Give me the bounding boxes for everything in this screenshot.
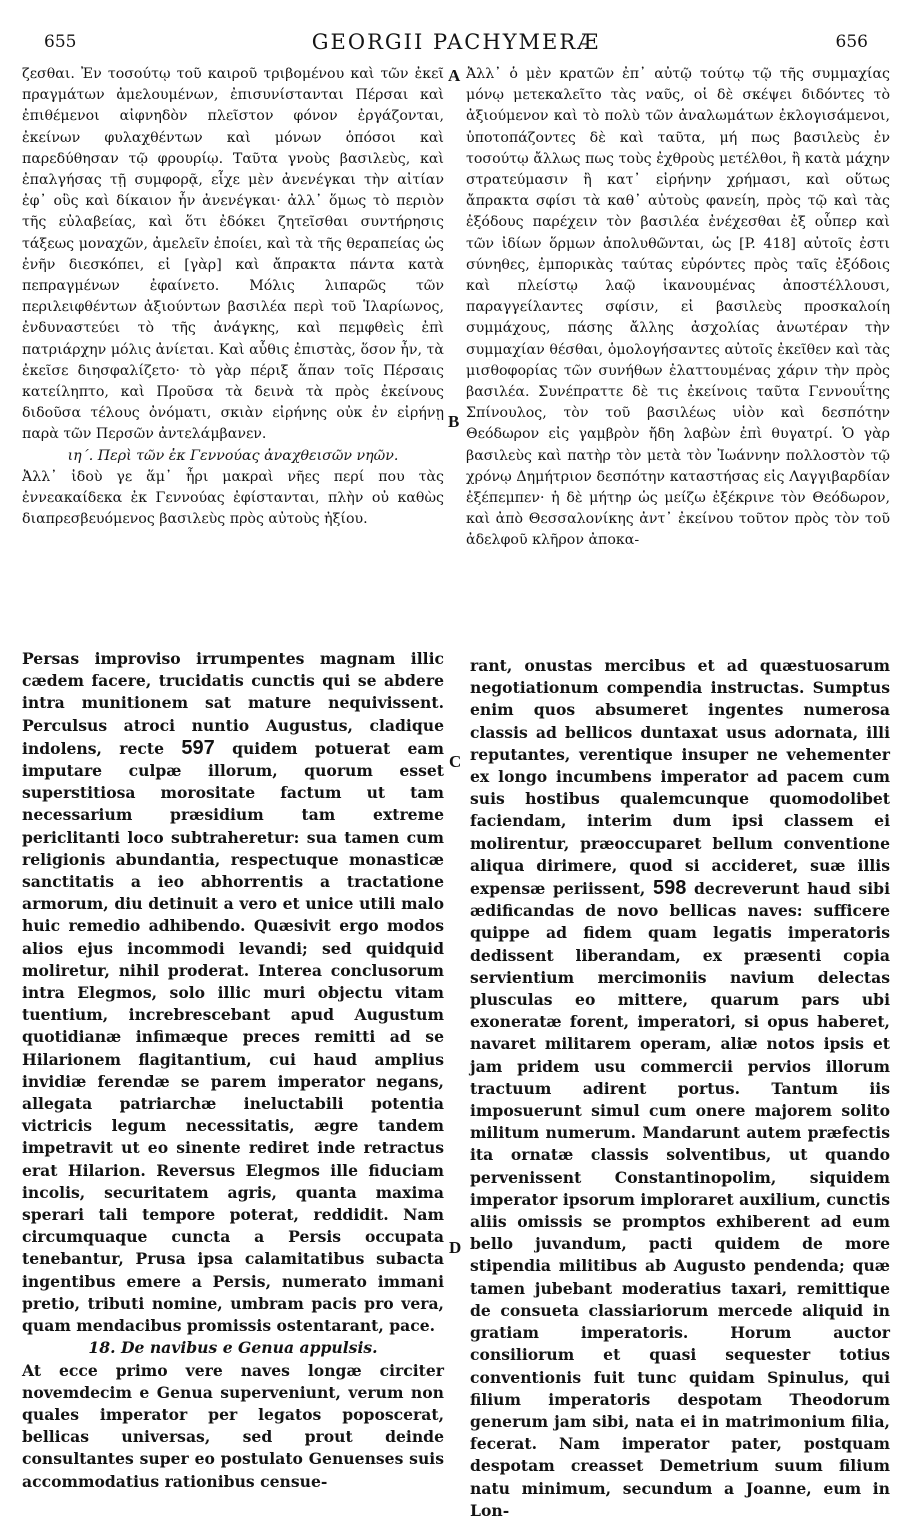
latin-column-right: [470, 655, 890, 1522]
greek-chapter-heading: ιη΄. Περὶ τῶν ἐκ Γεννούας ἀναχθεισῶν νηῶν.: [67, 447, 399, 464]
greek-paragraph: Ἀλλ᾽ ὁ μὲν κρατῶν ἐπ᾽ αὐτῷ τούτῳ τῷ τῆς συμμαχίας μόνῳ μετεκαλεῖτο τὰς ναῦς, οἱ δὲ σκέψει διδόντες τὸ ἀξιούμενον καὶ τὸ πολὺ τῶν ἀναλωμάτων ἐκλογισάμενοι, ὑποτοπάζοντες δὲ καὶ ταῦτα, μή πως βασιλεὺς ἐν τοσούτῳ ἄλλως πως τοὺς ἐχθροὺς μετέλθοι, ἢ κατὰ μάχην στρατεύμασιν ἢ κατ᾽ εἰρήνην χρήμασι, καὶ οὕτως ἄπρακτα σφίσι τὰ καθ᾽ αὐτοὺς φανείη, πρὸς τῷ καὶ τὰς ἐξόδους παρέχειν τὸν βασιλέα ἐνέχεσθαι ἐξ οὗπερ καὶ τῶν ἰδίων ὅρμων ἀπολυθῶνται, ὡς [P. 418] αὐτοῖς ἐστι σύνηθες, ἐμπορικὰς ταύτας εὑρόντες πρὸς ταῖς ἐξόδοις καὶ πλείστῳ λαῷ ἱκανουμένας ἀποστέλλουσι, παραγγείλαντες σφίσιν, εἰ βασιλεὺς προσκαλοίη συμμάχους, πάσης ἄλλης ἀσχολίας ἀνωτέραν τὴν συμμαχίαν θέσθαι, ὁμολογήσαντες αὐτοῖς ἐκεῖθεν καὶ τὰς μισθοφορίας τῶν συνήθων ἐλαττουμένας χάριν τὴν πρὸς βασιλέα. Συνέπραττε δὲ τις ἐκείνοις ταῦτα Γεννουΐτης Σπίνουλος, τὸν τοῦ βασιλέως υἱὸν καὶ δεσπότην Θεόδωρον εἰς γαμβρὸν ἤδη λαβὼν ἐπὶ θυγατρί. Ὁ γὰρ βασιλεὺς καὶ πατὴρ τὸν μετὰ τὸν Ἰωάννην πολλοστὸν τῷ χρόνῳ Δημήτριον δεσπότην καταστήσας εἰς Λαγγιβαρδίαν ἐξέπεμπεν· ἡ δὲ μήτηρ ὡς μείζω ἐξέκρινε τὸν Θεόδωρον, καὶ ἀπὸ Θεσσαλονίκης ἀντ᾽ ἐκείνου τοῦτον πρὸς τὸν τοῦ ἀδελφοῦ κλῆρον ἀποκα-: [466, 66, 890, 549]
marginal-page-number: 598: [652, 877, 687, 900]
latin-column-left: [22, 648, 444, 1493]
greek-column-left: [22, 64, 444, 530]
page-number-left: 655: [44, 32, 77, 52]
page-header: [22, 12, 890, 54]
marginal-page-number: 597: [181, 736, 215, 759]
margin-letter-a: A: [448, 66, 461, 85]
running-title: GEORGII PACHYMERÆ: [311, 30, 601, 54]
greek-paragraph: Ἀλλ᾽ ἰδοὺ γε ἅμ᾽ ἦρι μακραὶ νῆες περί που τὰς ἐννεακαίδεκα ἐκ Γεννούας ἐφίστανται, πλὴν οὐ καθὼς διαπρεσβευόμενος βασιλεὺς πρὸς αὐτοὺς ἠξίου.: [22, 468, 444, 528]
latin-text: Persas improviso irrumpentes magnam illic cædem facere, trucidatis cunctis qui se abdere intra munitionem sat mature nequivissent. Perculsus atroci nuntio Augustus, cladique indolens, recte: [22, 649, 444, 758]
latin-paragraph: [22, 648, 444, 1337]
latin-paragraph: [470, 655, 890, 1522]
margin-letter-d: D: [449, 1238, 462, 1257]
latin-text: rant, onustas mercibus et ad quæstuosarum negotiationum compendia instructas. Sumptus enim quos absumeret ingentes numerosa classis ad bellicos duntaxat usus adornata, illi reputantes, verentique insuper ne vehementer ex longo incumbens imperator ad pacem cum suis hostibus qualemcunque quomodolibet faciendam, interim dum ipsi classem ei molirentur, præoccuparet bellum conventione aliqua dirimere, quod si accideret, suæ illis expensæ periissent,: [470, 656, 890, 899]
latin-paragraph: At ecce primo vere naves longæ circiter novemdecim e Genua superveniunt, verum non quales imperator per legatos poposcerat, bellicas universas, sed prout deinde consultantes super eo postulato Genuenses suis accommodatius rationibus censue-: [22, 1360, 444, 1491]
page-number-right: 656: [835, 32, 868, 52]
margin-letter-c: C: [449, 752, 462, 771]
latin-chapter-heading: 18. De navibus e Genua appulsis.: [88, 1338, 378, 1358]
latin-text: quidem potuerat eam imputare culpæ illorum, quorum esset superstitiosa morositate factum ut tam necessarium præsidium tam extreme periclitanti loco subtraheretur: sua tamen cum religionis abundantia, respectuque monasticæ sanctitatis a ieo abhorrentis a tractatione armorum, diu detinuit a vero et unice utili malo huic remedio adhibendo. Quæsivit ergo modos alios ejus incommodi levandi; sed quidquid moliretur, nihil proderat. Interea conclusorum intra Elegmos, solo illic muri objectu vitam tuentium, increbrescebant apud Augustum quotidianæ infimæque preces remitti ad se Hilarionem flagitantium, cui haud amplius invidiæ ferendæ se parem imperator negans, allegata patriarchæ ineluctabili potentia victricis legum necessitatis, ægre tandem impetravit ut eo sinente rediret inde retractus erat Hilarion. Reversus Elegmos ille fiduciam incolis, securitatem agris, quanta maxima sperari tali tempore poterat, reddidit. Nam circumquaque cuncta a Persis occupata tenebantur, Prusa ipsa calamitatibus subacta ingentibus emere a Persis, numerato immani pretio, tributi nomine, umbram pacis pro vera, quam mendacibus promissis ostentarant, pace.: [22, 738, 444, 1336]
greek-column-right: [466, 64, 890, 552]
margin-letter-b: B: [448, 412, 460, 431]
greek-paragraph: ζεσθαι. Ἐν τοσούτῳ τοῦ καιροῦ τριβομένου καὶ τῶν ἐκεῖ πραγμάτων ἀμελουμένων, ἐπισυνίστανται Πέρσαι καὶ ἐπιθέμενοι αἰφνηδὸν πλεῖστον φόνον ἐργάζονται, ἐκείνων φυλαχθέντων καὶ μόνων ὁπόσοι καὶ παρεδύθησαν τῷ φρουρίῳ. Ταῦτα γνοὺς βασιλεὺς, καὶ ἐπαλγήσας τῇ συμφορᾷ, εἶχε μὲν ἀνενέγκαι τὴν αἰτίαν ἐφ᾽ οὓς καὶ δίκαιον ἦν ἀνενέγκαι· ἀλλ᾽ ὅμως τὸ περιὸν τῆς εὐλαβείας, καὶ ὅτι ἐδόκει ζητεῖσθαι συντήρησις τάξεως μοναχῶν, ἀμελεῖν ἐποίει, καὶ τὰ τῆς θεραπείας ὡς ἐνῆν διεσκόπει, εἰ [γὰρ] καὶ ἄπρακτα πάντα κατὰ πεπραγμένων ἐφαίνετο. Μόλις λιπαρῶς τῶν περιλειφθέντων ἀξιούντων βασιλέα περὶ τοῦ Ἱλαρίωνος, ἐνδυναστεύει τὸ τῆς ἀνάγκης, καὶ πεμφθεὶς ἐπὶ πατριάρχην μόλις ἀνίεται. Καὶ αὖθις ἐπιστὰς, ὅσον ἦν, τὰ ἐκεῖσε διησφαλίζετο· τὸ γὰρ πέριξ ἅπαν τοῖς Πέρσαις κατείληπτο, καὶ Προῦσα τὰ δεινὰ τὰ πρὸς ἐκείνους διδοῦσα τέλους ὀνόματι, σκιὰν εἰρήνης οὐκ ἐν εἰρήνῃ παρὰ τῶν Περσῶν ἀντελάμβανεν.: [22, 66, 444, 443]
latin-text: decreverunt haud sibi ædificandas de novo bellicas naves: sufficere quippe ad fidem quam legatis imperatoris dedissent liberandam, ex præsenti copia servientium mercimoniis navium delectas plusculas eo mittere, quarum pars ubi exoneratæ forent, imperatori, si opus haberet, navaret militarem operam, aliæ notos ipsis et jam pridem usu commercii pervios illorum tractuum adirent portus. Tantum iis imposuerunt simul cum onere majorem solito militum numerum. Mandarunt autem præfectis ita ornatæ classis solventibus, ut quando pervenissent Constantinopolim, siquidem imperator ipsorum imploraret auxilium, cunctis aliis omissis se promptos exhiberent ad eum bello juvandum, pacti quidem de more stipendia militibus ab Augusto pendenda; quæ tamen jubebant moderatius taxari, remittique de consueta classiariorum mercede aliquid in gratiam imperatoris. Horum auctor consiliorum et quasi sequester totius conventionis fuit tunc quidam Spinulus, qui filium imperatoris despotam Theodorum generum jam sibi, nata ei in matrimonium filia, fecerat. Nam imperator pater, postquam despotam creasset Demetrium suum filium natu minimum, secundum a Joanne, eum in Lon-: [470, 879, 891, 1520]
